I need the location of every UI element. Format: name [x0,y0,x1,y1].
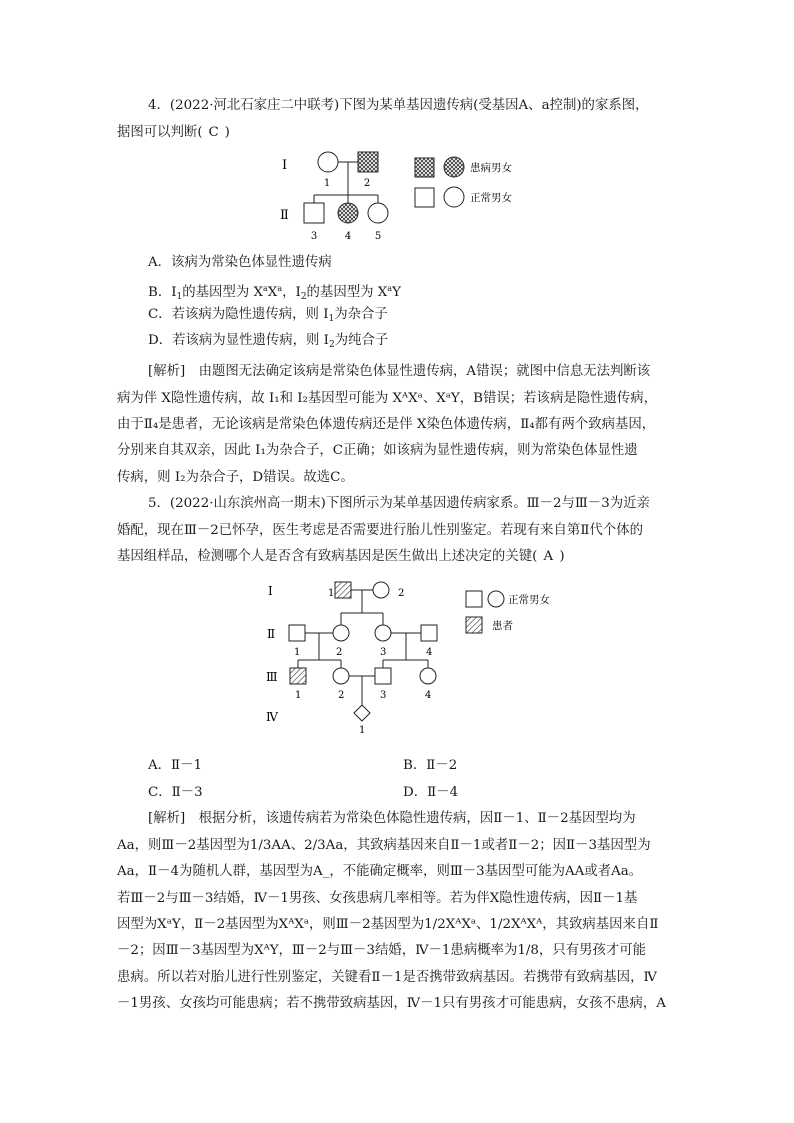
q4-answer: C [208,125,219,140]
q4-gen-I-label: Ⅰ [282,158,288,173]
q5-III3-male-normal [375,668,391,684]
q4-legend-normal-label: 正常男女 [470,192,512,204]
q4-I1-female-normal [318,152,338,172]
q5-II3-female-normal [375,625,391,641]
q4-II5-female-normal [368,203,388,223]
q5-analysis-line: 若Ⅲ－2与Ⅲ－3结婚，Ⅳ－1男孩、女孩患病几率相等。若为伴X隐性遗传病，因Ⅱ－1基 [117,891,638,906]
q4-id-II4: 4 [344,231,352,242]
q4-option-b-text: ，I [282,285,301,300]
q4-option-d-sub: 2 [328,340,335,350]
q5-prompt-close: ) [559,549,565,564]
q5-id-I2: 2 [398,588,405,599]
q4-option-c-text: 为杂合子 [334,307,388,322]
q5-IV1-unknown-sex [354,705,370,721]
q5-III2-female-normal [333,668,349,684]
q5-id-II1: 1 [294,647,301,658]
q5-legend-normal-male [466,591,482,607]
q4-id-II3: 3 [310,231,318,242]
q5-analysis-line: Aa，则Ⅲ－2基因型为1/3AA、2/3Aa，其致病基因来自Ⅱ－1或者Ⅱ－2；因Ⅱ－3基因型为 [117,838,651,853]
q4-prompt-lead: 据图可以判断( [117,125,203,140]
q4-option-c-text: C．若该病为隐性遗传病，则 I [148,307,329,322]
q5-gen-II-label: Ⅱ [267,627,276,641]
q5-I1-male-affected [335,582,351,598]
q5-gen-I-label: Ⅰ [268,584,273,598]
q4-id-I1: 1 [323,178,331,189]
q5-option-d: D．Ⅱ－4 [403,785,459,800]
q4-option-b-text: 的基因型为 X [182,285,264,300]
q5-analysis-line: 因型为XᵃY，Ⅱ－2基因型为XᴬXᵃ，则Ⅲ－2基因型为1/2XᴬXᵃ、1/2XᴬXᴬ，其致病基因来自Ⅱ [117,917,659,932]
q4-analysis-line: 病为伴 X隐性遗传病，故 I₁和 I₂基因型可能为 XᴬXᵃ、XᵃY，B错误；若该病是隐性遗传病， [117,391,658,406]
q5-II1-male-normal [289,625,305,641]
q5-id-I1: 1 [328,588,335,599]
q4-option-b-sup: a [387,284,393,293]
q5-legend-affected-label: 患者 [492,620,513,632]
q4-option-b-text: X [267,285,278,300]
q4-option-b-text: Y [392,285,401,300]
q4-legend-affected-label: 患病男女 [470,162,512,174]
q5-II2-female-normal [333,625,349,641]
q4-id-I2: 2 [363,178,371,189]
q4-option-b-text: B．I [148,285,177,300]
q5-id-III3: 3 [380,690,387,701]
q5-analysis-line: －2；因Ⅲ－3基因型为XᴬY，Ⅲ－2与Ⅲ－3结婚，Ⅳ－1患病概率为1/8，只有男孩才可能 [117,943,647,958]
q4-option-c-sub: 1 [328,314,335,324]
q4-option-b-sub: 2 [300,292,307,302]
q5-prompt-line3 [117,548,565,566]
q5-id-II4: 4 [426,647,433,658]
q5-prompt-lead: 基因组样品，检测哪个人是否含有致病基因是医生做出上述决定的关键( [117,549,538,564]
q4-option-b-sup: a [277,284,283,293]
q5-analysis-line: Aa，Ⅱ－4为随机人群，基因型为A_，不能确定概率，则Ⅲ－3基因型可能为AA或者Aa。 [117,864,643,879]
q4-gen-II-label: Ⅱ [280,208,289,223]
q4-analysis-line: [解析] 由题图无法确定该病是常染色体显性遗传病，A错误；就图中信息无法判断该 [148,364,651,379]
q4-prompt-line2 [117,124,230,142]
q5-legend-affected [466,617,482,633]
q5-I2-female-normal [373,582,389,598]
q5-gen-III-label: Ⅲ [266,670,278,684]
q5-analysis-line: 患病。所以若对胎儿进行性别鉴定，关键看Ⅱ－1是否携带致病基因。若携带有致病基因，Ⅳ [117,970,657,985]
q4-I2-male-affected [358,152,378,172]
q4-prompt-close: ) [224,125,230,140]
q5-option-b: B．Ⅱ－2 [403,758,458,773]
q4-option-d-text: D．若该病为显性遗传病，则 I [148,333,329,348]
q4-option-b-sup: a [263,284,268,293]
q4-legend-affected-male [415,158,434,177]
q4-option-d-text: 为纯合子 [334,333,389,348]
q5-id-II3: 3 [380,647,387,658]
q5-prompt-line: 5．(2022·山东滨州高一期末)下图所示为某单基因遗传病家系。Ⅲ－2与Ⅲ－3为近亲 [148,496,650,511]
q5-gen-IV-label: Ⅳ [266,710,278,724]
q4-II4-female-affected [338,203,358,223]
q5-option-c: C．Ⅱ－3 [148,785,203,800]
q5-II4-male-normal [421,625,437,641]
q5-id-IV1: 1 [359,725,366,736]
q4-option-a: A．该病为常染色体显性遗传病 [148,255,332,270]
q4-II3-male-normal [304,203,324,223]
q4-legend-normal-male [415,188,434,207]
q5-option-a: A．Ⅱ－1 [148,758,203,773]
q5-prompt-line: 婚配，现在Ⅲ－2已怀孕，医生考虑是否需要进行胎儿性别鉴定。若现有来自第Ⅱ代个体的 [117,523,643,538]
q5-id-II2: 2 [336,647,343,658]
q5-legend-normal-label: 正常男女 [508,594,550,606]
q5-III4-female-normal [420,668,436,684]
q5-id-III2: 2 [338,690,345,701]
q4-id-II5: 5 [374,231,382,242]
q4-option-b-text: 的基因型为 X [306,285,388,300]
q4-legend-affected-female [444,157,464,177]
q5-analysis-line: [解析] 根据分析，该遗传病若为常染色体隐性遗传病，因Ⅱ－1、Ⅱ－2基因型均为 [148,811,636,826]
q5-legend-normal-female [488,591,504,607]
q5-analysis-line: －1男孩、女孩均可能患病；若不携带致病基因，Ⅳ－1只有男孩才可能患病，女孩不患病，A [117,996,666,1011]
q5-pedigree [258,575,558,740]
q5-III1-male-affected [290,668,306,684]
q4-analysis-line: 传病，则 I₂为杂合子，D错误。故选C。 [117,470,354,485]
q4-analysis-line: 由于Ⅱ₄是患者，无论该病是常染色体遗传病还是伴 X染色体遗传病，Ⅱ₄都有两个致病基因， [117,417,656,432]
q4-legend-normal-female [444,187,464,207]
q4-option-d [148,332,388,354]
q4-analysis-line: 分别来自其双亲，因此 I₁为杂合子，C正确；如该病为显性遗传病，则为常染色体显性遗 [117,443,638,458]
q5-answer: A [543,549,554,564]
q4-option-c [148,306,388,328]
q5-id-III4: 4 [425,690,432,701]
q4-option-b-sub: 1 [176,292,183,302]
q5-id-III1: 1 [295,690,302,701]
q4-pedigree [270,145,530,245]
q4-prompt-line1: 4．(2022·河北石家庄二中联考)下图为某单基因遗传病(受基因A、a控制)的家系图， [148,98,649,113]
q4-option-b [148,280,401,306]
